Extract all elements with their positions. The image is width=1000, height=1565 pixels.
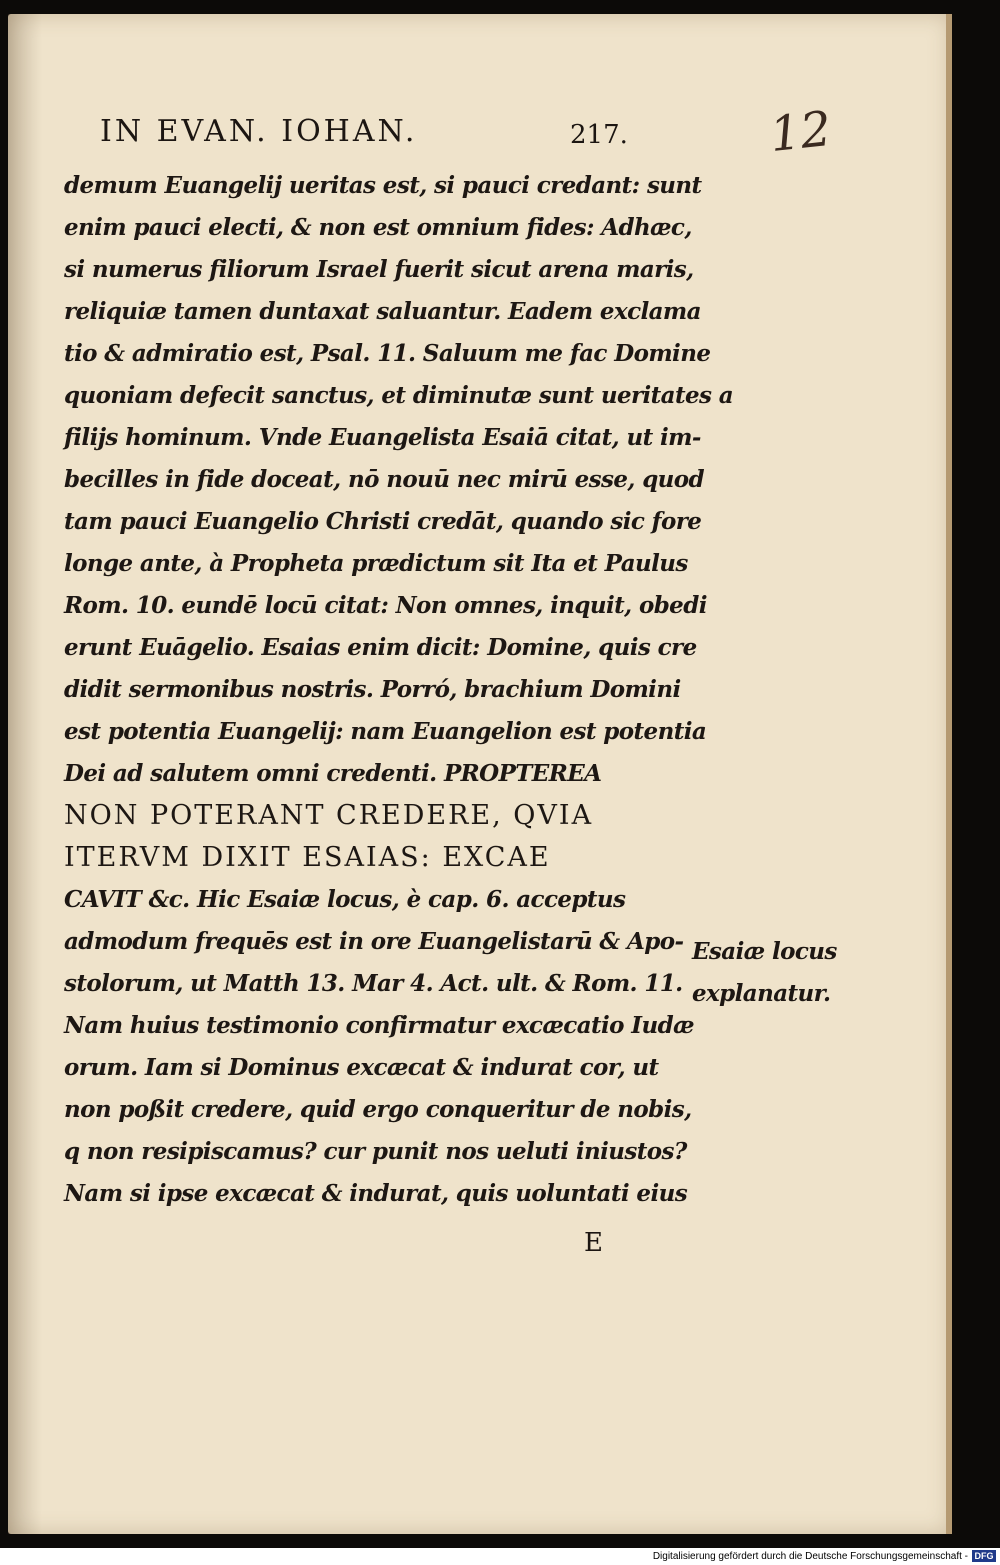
- text-line: Nam huius testimonio confirmatur excæcatio Iudæ: [64, 1012, 694, 1039]
- text-line: est potentia Euangelij: nam Euangelion est potentia: [64, 718, 707, 745]
- text-line: q non resipiscamus? cur punit nos ueluti iniustos?: [64, 1138, 687, 1165]
- marginal-note-line: explanatur.: [692, 980, 831, 1007]
- text-line: longe ante, à Propheta prædictum sit Ita et Paulus: [64, 550, 688, 577]
- text-line: didit sermonibus nostris. Porró, brachium Domini: [64, 676, 681, 703]
- text-line: erunt Euāgelio. Esaias enim dicit: Domine, quis cre: [64, 634, 697, 661]
- running-head: IN EVAN. IOHAN.: [100, 114, 418, 149]
- text-line: si numerus filiorum Israel fuerit sicut arena maris,: [64, 256, 694, 283]
- marginal-note-line: Esaiæ locus: [692, 938, 837, 965]
- text-line: tam pauci Euangelio Christi credāt, quando sic fore: [64, 508, 702, 535]
- text-line: tio & admiratio est, Psal. 11. Saluum me fac Domine: [64, 340, 711, 367]
- text-line: non poßit credere, quid ergo conqueritur de nobis,: [64, 1096, 692, 1123]
- text-line: becilles in fide doceat, nō nouū nec mirū esse, quod: [64, 466, 705, 493]
- dfg-logo: DFG: [972, 1550, 996, 1562]
- text-line: orum. Iam si Dominus excæcat & indurat cor, ut: [64, 1054, 659, 1081]
- signature-mark: E: [584, 1228, 603, 1258]
- digitization-credit: Digitalisierung gefördert durch die Deutsche Forschungsgemeinschaft -: [652, 1551, 968, 1562]
- text-line: demum Euangelij ueritas est, si pauci credant: sunt: [64, 172, 702, 199]
- gutter-shadow: [8, 14, 42, 1534]
- text-line: admodum frequēs est in ore Euangelistarū & Apo-: [64, 928, 684, 955]
- text-line: Nam si ipse excæcat & indurat, quis uoluntati eius: [64, 1180, 688, 1207]
- handwritten-folio-number: 12: [767, 100, 834, 164]
- page-fore-edge: [946, 14, 952, 1534]
- text-line: filijs hominum. Vnde Euangelista Esaiā citat, ut im-: [64, 424, 701, 451]
- text-line: CAVIT &c. Hic Esaiæ locus, è cap. 6. acceptus: [64, 886, 626, 913]
- text-line: enim pauci electi, & non est omnium fides: Adhæc,: [64, 214, 692, 241]
- text-line: quoniam defecit sanctus, et diminutæ sunt ueritates a: [64, 382, 734, 409]
- text-line-caps: ITERVM DIXIT ESAIAS: EXCAE: [64, 842, 551, 873]
- text-line: Rom. 10. eundē locū citat: Non omnes, inquit, obedi: [64, 592, 707, 619]
- text-line: stolorum, ut Matth 13. Mar 4. Act. ult. & Rom. 11.: [64, 970, 683, 997]
- body-text: [64, 165, 734, 1215]
- page-number: 217.: [570, 120, 628, 150]
- text-line: Dei ad salutem omni credenti. PROPTEREA: [64, 760, 602, 787]
- text-line-caps: NON POTERANT CREDERE, QVIA: [64, 800, 594, 831]
- marginal-note: [692, 931, 837, 1015]
- text-line: reliquiæ tamen duntaxat saluantur. Eadem exclama: [64, 298, 701, 325]
